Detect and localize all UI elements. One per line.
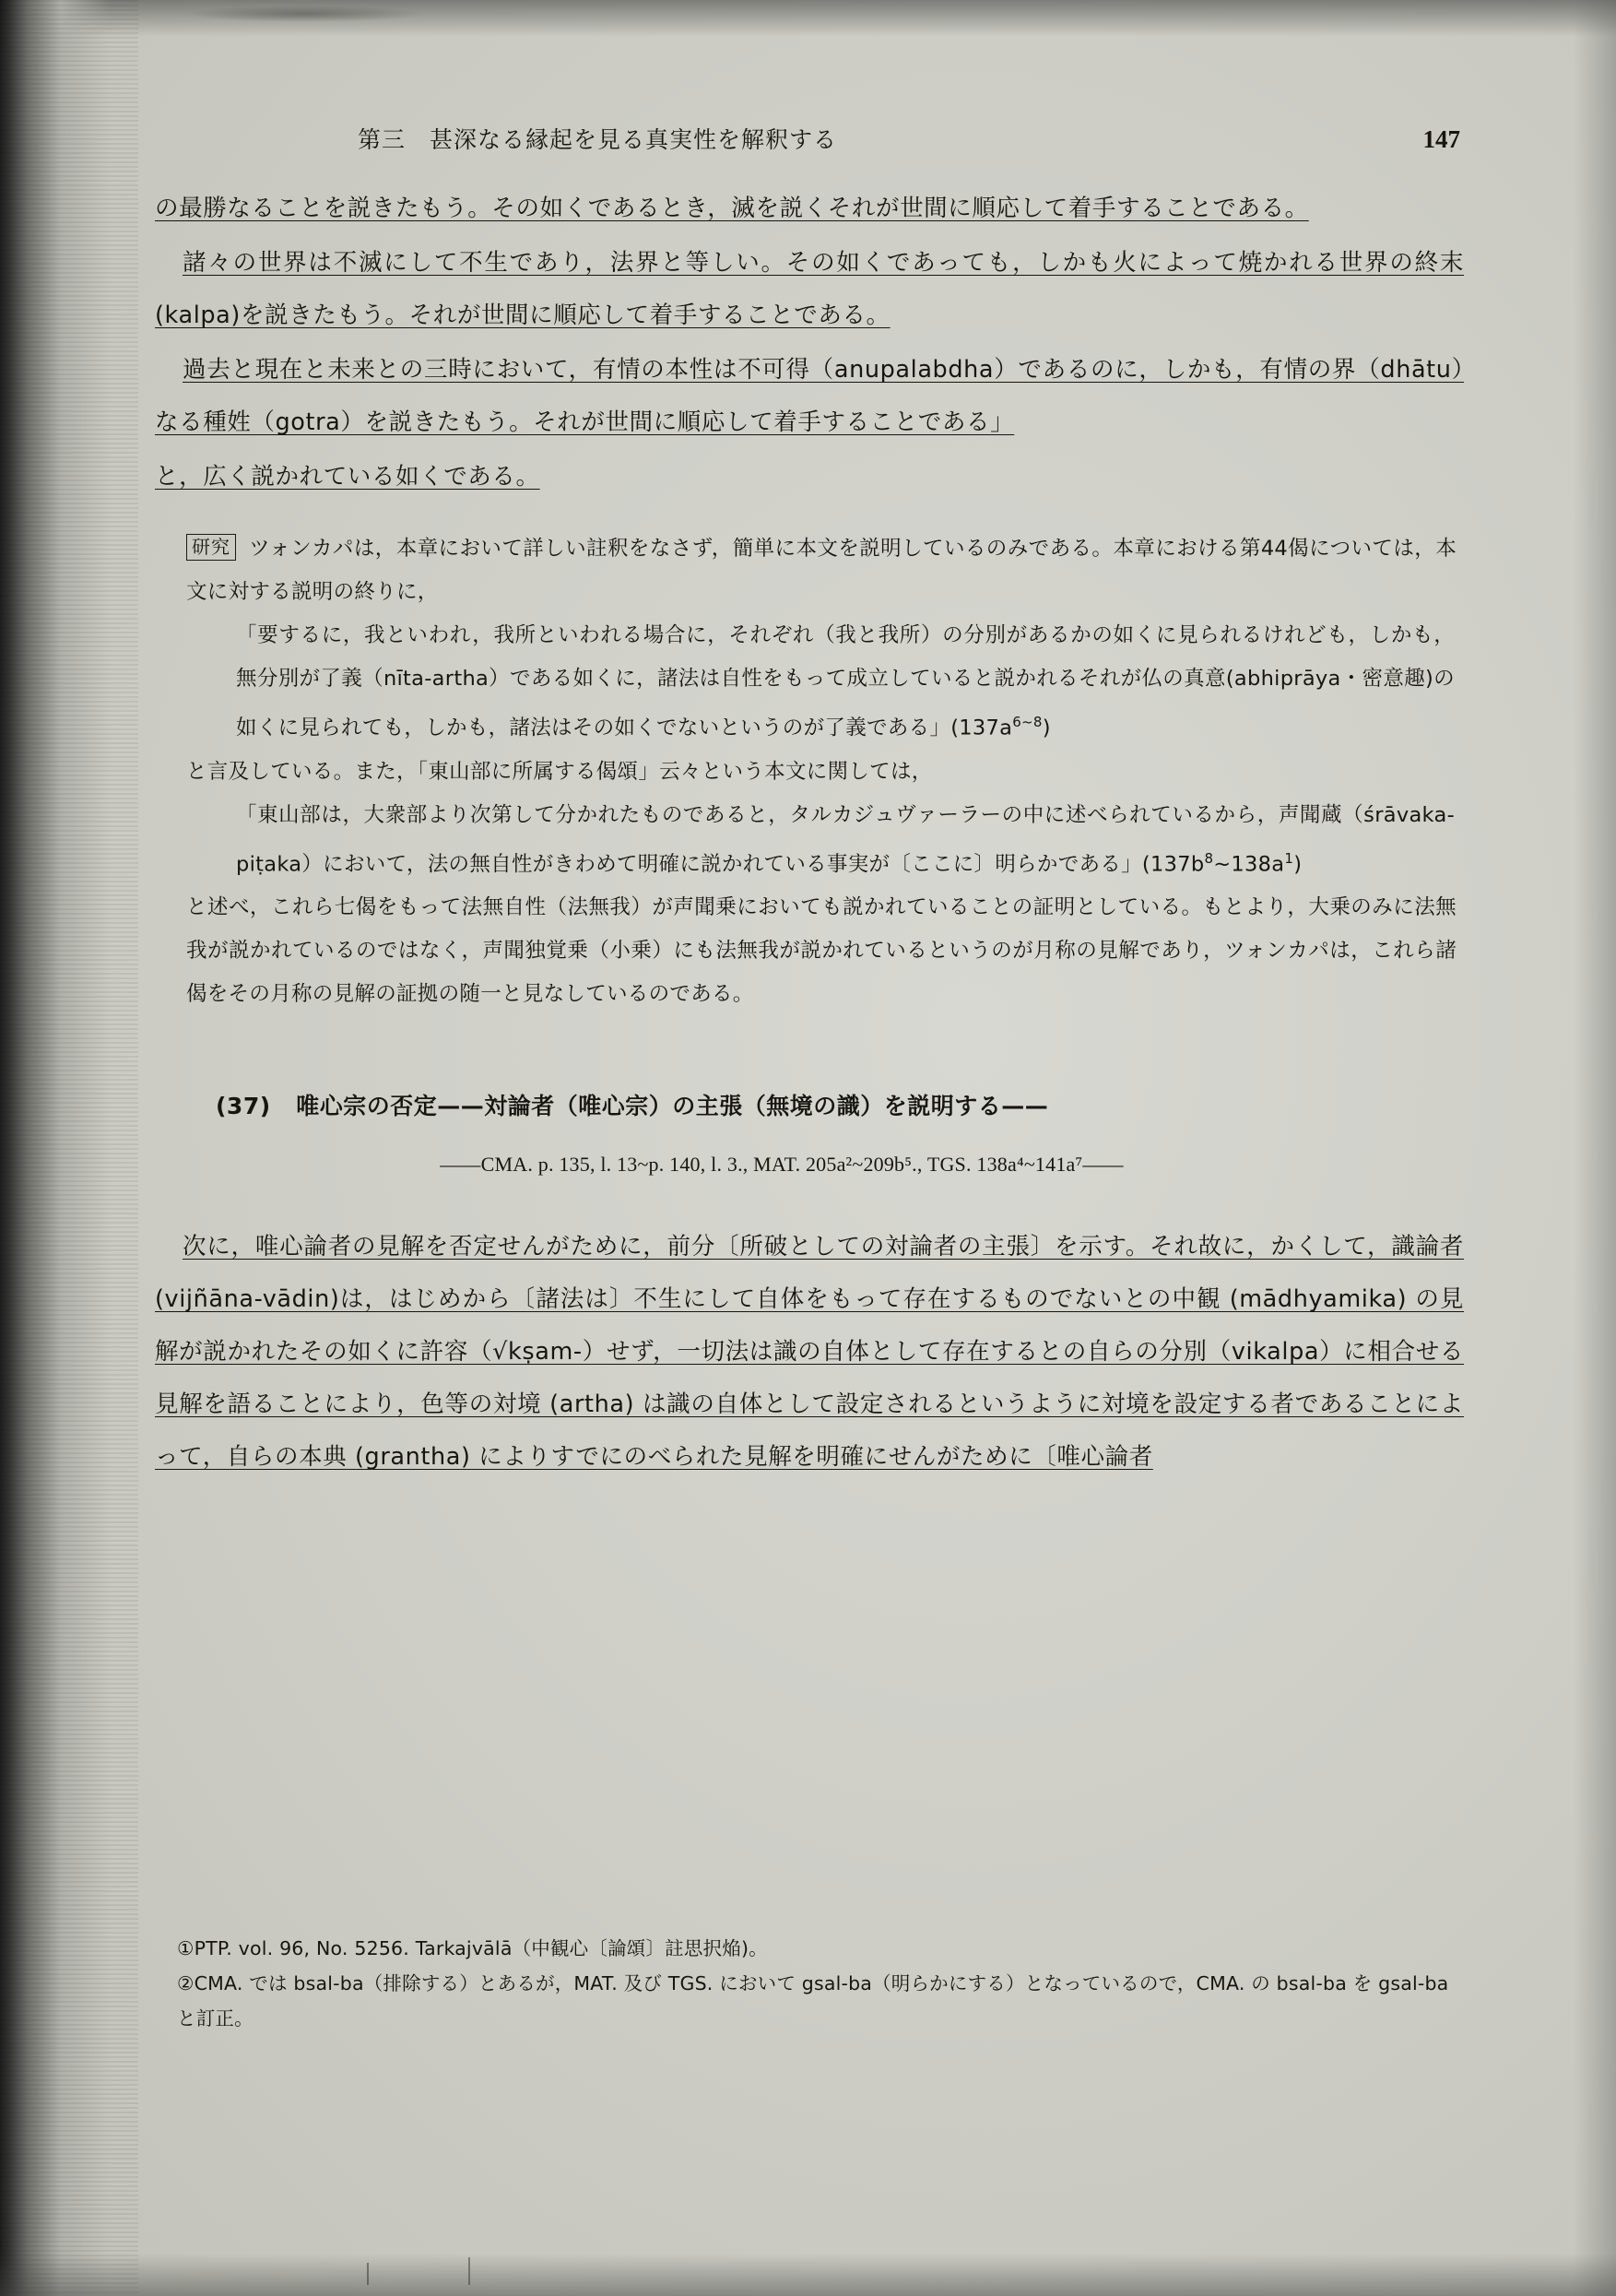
body-paragraph-1: の最勝なることを説きたもう。その如くであるとき，滅を説くそれが世間に順応して着手することである。 bbox=[155, 195, 1309, 222]
section-number: (37) bbox=[216, 1093, 271, 1119]
footnote-2: ②CMA. では bsal-ba（排除する）とあるが，MAT. 及び TGS. において gsal-ba（明らかにする）となっているので，CMA. の bsal-ba を gsal-ba と訂正。 bbox=[177, 1972, 1449, 2030]
study-label: 研究 bbox=[186, 534, 236, 561]
page-smudge bbox=[184, 6, 424, 22]
quote1-ref-close: ) bbox=[1042, 716, 1051, 740]
quote1-body: 「要するに，我といわれ，我所といわれる場合に，それぞれ（我と我所）の分別があるかの如くに見られるけれども，しかも，無分別が了義（nīta-artha）である如くに，諸法は自性をもって成立していると説かれるそれが仏の真意(abhiprāya・密意趣)の如くに見られても，しかも，諸法はその如くでないというのが了義である」 bbox=[236, 623, 1455, 740]
main-body-text-2 bbox=[155, 1221, 1464, 1484]
body-paragraph-2: 諸々の世界は不滅にして不生であり，法界と等しい。その如くであっても，しかも火によって焼かれる世界の終末(kalpa)を説きたもう。それが世間に順応して着手することである。 bbox=[155, 249, 1464, 329]
body2-paragraph-1: 次に，唯心論者の見解を否定せんがために，前分〔所破としての対論者の主張〕を示す。それ故に，かくして，識論者(vijñāna-vādin)は，はじめから〔諸法は〕不生にして自体をもって存在するものでないとの中観 (mādhyamika) の見解が説かれたその如くに許容（√kṣam-）せず，一切法は識の自体として存在するとの自らの分別（vikalpa）に相合せる見解を語ることにより，色等の対境 (artha) は識の自体として設定されるというように対境を設定する者であることによって，自らの本典 (grantha) によりすでにのべられた見解を明確にせんがために〔唯心論者 bbox=[155, 1233, 1464, 1471]
page-edge-left-texture bbox=[0, 0, 138, 2296]
study-paragraph-1 bbox=[186, 527, 1457, 614]
page-edge-right-shadow bbox=[1574, 0, 1616, 2296]
footnote-1: ①PTP. vol. 96, No. 5256. Tarkajvālā（中観心〔論頌〕註思択焔)。 bbox=[177, 1937, 768, 1959]
study-note-block bbox=[186, 527, 1457, 1016]
body-paragraph-3: 過去と現在と未来との三時において，有情の本性は不可得（anupalabdha）であるのに，しかも，有情の界（dhātu）なる種姓（gotra）を説きたもう。それが世間に順応して着手することである」 bbox=[155, 356, 1464, 436]
running-head bbox=[155, 122, 1464, 155]
study-quotation-2 bbox=[236, 794, 1455, 887]
section-heading bbox=[155, 1088, 1464, 1121]
page-content bbox=[155, 122, 1464, 1485]
study-paragraph-2: と言及している。また，「東山部に所属する偈頌」云々という本文に関しては， bbox=[186, 759, 933, 784]
section-heading-text: 唯心宗の否定——対論者（唯心宗）の主張（無境の識）を説明する—— bbox=[296, 1093, 1049, 1119]
quote2-ref-mid: ~138a bbox=[1213, 852, 1285, 876]
page-edge-bottom-shadow bbox=[0, 2254, 1616, 2296]
study-paragraph-3: と述べ，これら七偈をもって法無自性（法無我）が声聞乗においても説かれていることの証明としている。もとより，大乗のみに法無我が説かれているのではなく，声聞独覚乗（小乗）にも法無我が説かれているというのが月称の見解であり，ツォンカパは，これら諸偈をその月称の見解の証拠の随一と見なしているのである。 bbox=[186, 895, 1457, 1006]
footnote-section bbox=[155, 1923, 1464, 2036]
main-body-text bbox=[155, 183, 1464, 503]
registration-mark-left bbox=[367, 2263, 369, 2285]
quote2-body: 「東山部は，大衆部より次第して分かれたものであると，タルカジュヴァーラーの中に述べられているから，声聞蔵（śrāvaka-piṭaka）において，法の無自性がきわめて明確に説かれている事実が〔ここに〕明らかである」 bbox=[236, 802, 1455, 876]
study-quotation-1-text bbox=[236, 614, 1455, 751]
page-number: 147 bbox=[1422, 125, 1460, 153]
section-source-reference: ——CMA. p. 135, l. 13~p. 140, l. 3., MAT. 205a²~209b⁵., TGS. 138a⁴~141a⁷—— bbox=[440, 1153, 1124, 1176]
quote2-ref-sup2: 1 bbox=[1284, 849, 1294, 867]
running-head-title: 第三 甚深なる縁起を見る真実性を解釈する bbox=[358, 126, 838, 153]
quote2-ref: (137b bbox=[1141, 852, 1205, 876]
quote2-ref-close: ) bbox=[1293, 852, 1303, 876]
body-paragraph-4: と，広く説かれている如くである。 bbox=[155, 463, 540, 491]
study-quotation-2-text bbox=[236, 794, 1455, 887]
quote2-ref-sup: 8 bbox=[1204, 849, 1214, 867]
study-paragraph-1-text: ツォンカパは，本章において詳しい註釈をなさず，簡単に本文を説明しているのみである。本章における第44偈については，本文に対する説明の終りに， bbox=[186, 537, 1457, 604]
quote1-ref-sup: 6~8 bbox=[1012, 714, 1043, 730]
quote1-ref: (137a bbox=[950, 716, 1013, 740]
study-quotation-1 bbox=[236, 614, 1455, 751]
registration-mark-right bbox=[468, 2257, 470, 2285]
